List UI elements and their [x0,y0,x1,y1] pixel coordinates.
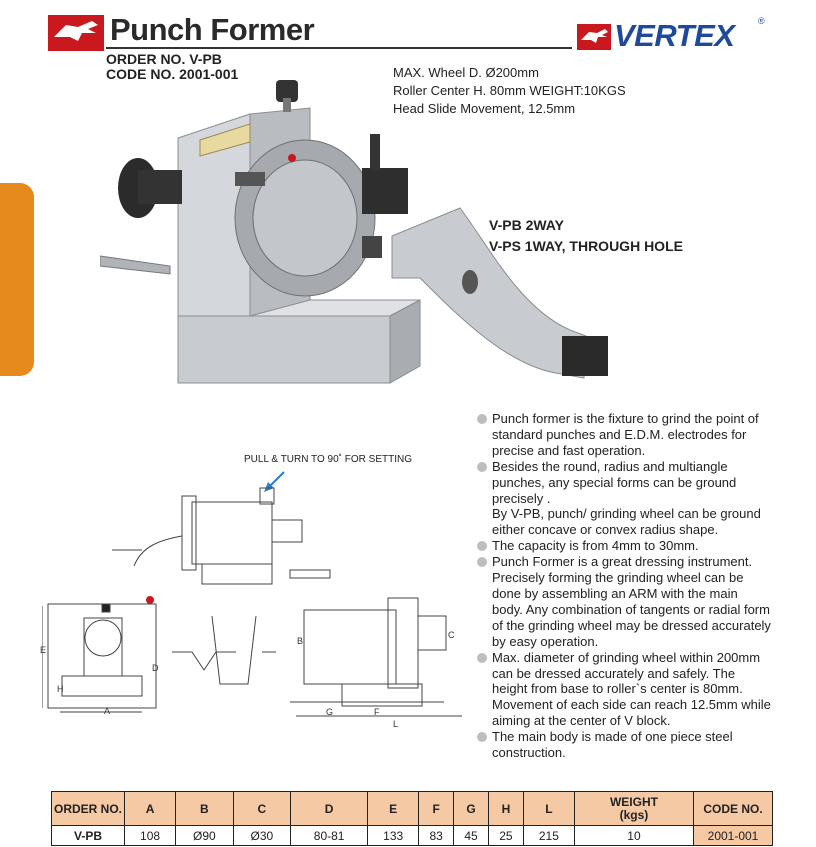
feature-line: construction. [492,745,566,761]
page-title: Punch Former [110,12,315,47]
col-a: A [125,792,176,826]
col-l: L [523,792,574,826]
order-number: ORDER NO. V-PB [106,51,222,67]
spec-slide: Head Slide Movement, 12.5mm [393,101,576,116]
bullet-icon [477,541,487,551]
brand-name: VERTEX [614,18,735,53]
product-photo [100,68,620,398]
feature-line: done by assembling an ARM with the main [492,585,738,601]
feature-item [477,538,792,554]
dim-c: C [448,630,455,640]
weight-unit: (kgs) [619,807,649,822]
spec-table [51,791,773,846]
feature-line: body. Any combination of tangents or radial form [492,601,770,617]
feature-line: Punch Former is a great dressing instrument. [492,554,753,570]
side-photo-tab [0,183,34,376]
dim-b: B [297,636,304,646]
feature-line: Precisely forming the grinding wheel can be [492,570,744,586]
cell-b: Ø90 [176,826,234,846]
dim-e: E [40,645,47,655]
code-number: CODE NO. 2001-001 [106,66,239,82]
cell-d: 80-81 [291,826,368,846]
feature-line: The main body is made of one piece steel [492,729,733,745]
feature-line: The capacity is from 4mm to 30mm. [492,538,699,554]
col-b: B [176,792,234,826]
feature-item [477,459,792,539]
bullet-icon [477,557,487,567]
feature-line: of the grinding wheel may be dressed accurately [492,617,771,633]
col-code-no: CODE NO. [694,792,773,826]
eagle-icon [48,15,104,51]
bullet-icon [477,414,487,424]
col-order-no: ORDER NO. [52,792,125,826]
brand-logo-mark [577,24,611,50]
technical-drawing [42,466,472,726]
feature-line: by easy operation. [492,633,599,649]
spec-roller: Roller Center H. 80mm WEIGHT:10KGS [393,83,626,98]
feature-item [477,554,792,649]
bullet-icon [477,462,487,472]
company-logo [48,15,104,51]
dim-l: L [393,719,399,729]
table-row [52,826,773,846]
feature-line: standard punches and E.D.M. electrodes for [492,426,747,442]
cell-code-no: 2001-001 [694,826,773,846]
cell-e: 133 [368,826,419,846]
table-header-row [52,792,773,826]
dim-h: H [57,684,64,694]
cell-h: 25 [488,826,523,846]
dim-f: F [374,707,380,717]
col-c: C [233,792,291,826]
cell-weight: 10 [574,826,693,846]
brand-eagle-icon [577,24,611,50]
feature-line: Punch former is the fixture to grind the point of [492,411,759,426]
title-divider [106,47,572,49]
feature-line: can be dressed accurately and safely. The [492,665,736,681]
bullet-icon [477,653,487,663]
bullet-icon [477,732,487,742]
variant-2way: V-PB 2WAY [489,217,564,233]
feature-item [477,650,792,730]
feature-item [477,729,792,761]
cell-order-no: V-PB [52,826,125,846]
feature-line: precise and fast operation. [492,442,646,458]
cell-a: 108 [125,826,176,846]
feature-line: precisely . [492,490,551,506]
feature-line: Movement of each side can reach 12.5mm while [492,697,771,713]
feature-line: Max. diameter of grinding wheel within 200mm [492,649,761,665]
feature-list [477,411,792,761]
dim-a: A [104,706,111,716]
col-f: F [419,792,454,826]
feature-line: punches, any special forms can be ground [492,474,737,490]
feature-line: aiming at the center of V block. [492,713,671,729]
dim-g: G [326,707,334,717]
col-weight [574,792,693,826]
feature-line: Besides the round, radius and multiangle [492,458,728,474]
variant-1way: V-PS 1WAY, THROUGH HOLE [489,238,683,254]
registered-mark: ® [758,16,765,26]
feature-item [477,411,792,459]
col-g: G [454,792,489,826]
weight-header [610,796,658,822]
cell-g: 45 [454,826,489,846]
cell-c: Ø30 [233,826,291,846]
cell-l: 215 [523,826,574,846]
spec-wheel: MAX. Wheel D. Ø200mm [393,65,539,80]
dim-d: D [152,663,159,673]
pull-turn-callout: PULL & TURN TO 90˚ FOR SETTING [244,454,412,465]
cell-f: 83 [419,826,454,846]
weight-label: WEIGHT [609,794,658,809]
feature-line: By V-PB, punch/ grinding wheel can be ground [492,506,761,522]
col-e: E [368,792,419,826]
feature-line: height from base to roller`s center is 80mm. [492,681,743,697]
col-h: H [488,792,523,826]
col-d: D [291,792,368,826]
feature-line: either concave or convex radius shape. [492,522,719,538]
